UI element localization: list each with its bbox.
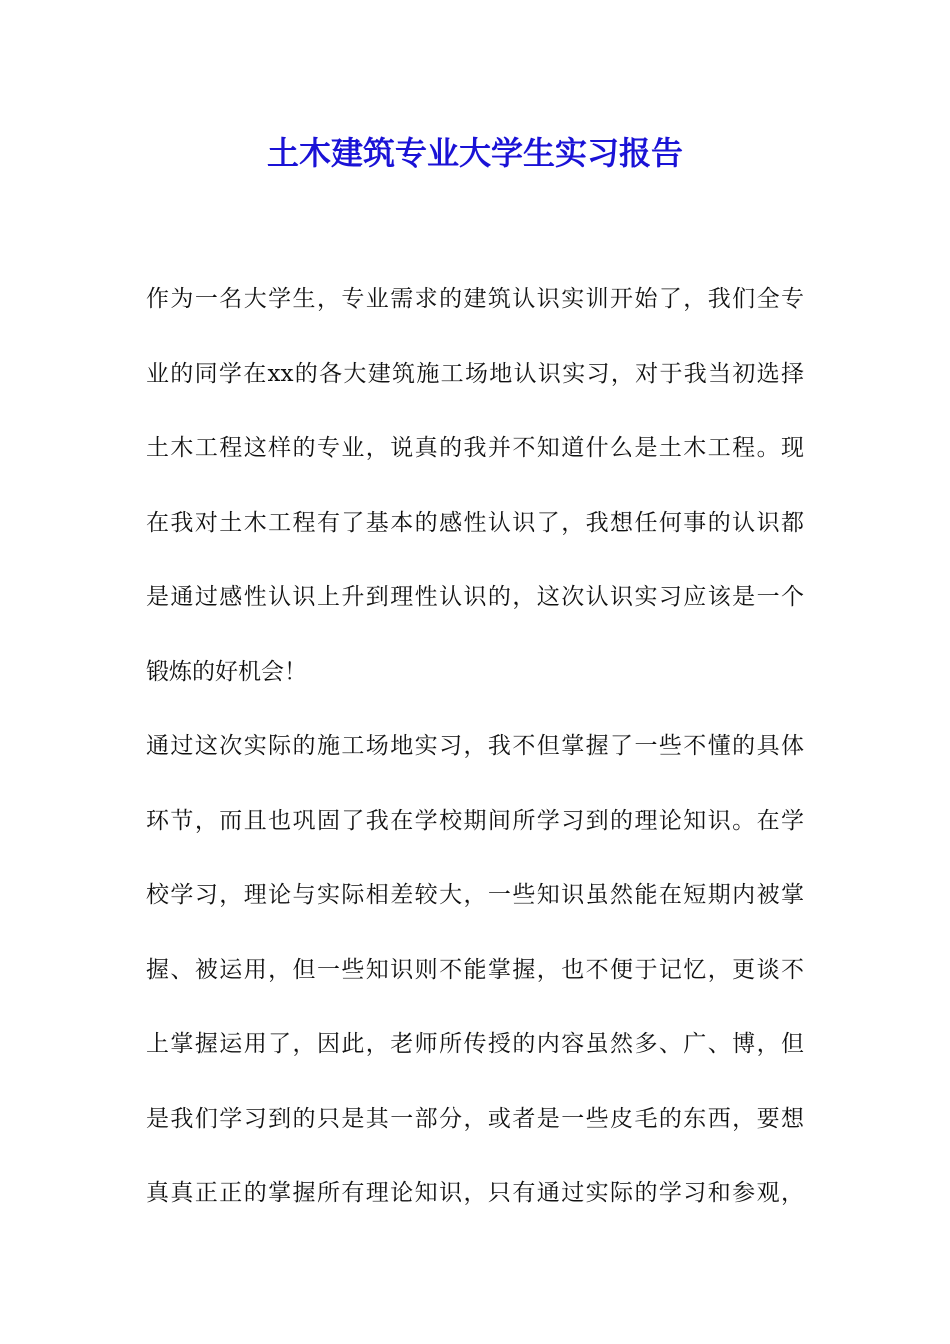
document-body — [146, 262, 804, 1231]
document-title: 土木建筑专业大学生实习报告 — [266, 134, 683, 172]
text-line: 土木工程这样的专业，说真的我并不知道什么是土木工程。现 — [146, 435, 804, 461]
text-line: 业的同学在xx的各大建筑施工场地认识实习，对于我当初选择 — [146, 360, 804, 387]
text-line: 是我们学习到的只是其一部分，或者是一些皮毛的东西，要想 — [146, 1105, 804, 1132]
text-line: 通过这次实际的施工场地实习，我不但掌握了一些不懂的具体 — [146, 733, 804, 759]
paragraph-1 — [146, 262, 804, 709]
text-line: 握、被运用，但一些知识则不能掌握，也不便于记忆，更谈不 — [146, 956, 804, 983]
text-line: 是通过感性认识上升到理性认识的，这次认识实习应该是一个 — [146, 584, 804, 610]
text-line: 锻炼的好机会！ — [146, 658, 307, 685]
paragraph-2 — [146, 709, 804, 1231]
text-line: 环节，而且也巩固了我在学校期间所学习到的理论知识。在学 — [146, 807, 804, 834]
text-line: 在我对土木工程有了基本的感性认识了，我想任何事的认识都 — [146, 509, 804, 536]
text-line: 真真正正的掌握所有理论知识，只有通过实际的学习和参观， — [146, 1180, 804, 1206]
text-line: 上掌握运用了，因此，老师所传授的内容虽然多、广、博，但 — [146, 1031, 804, 1057]
text-line: 作为一名大学生，专业需求的建筑认识实训开始了，我们全专 — [146, 286, 804, 312]
text-line: 校学习，理论与实际相差较大，一些知识虽然能在短期内被掌 — [146, 882, 804, 908]
